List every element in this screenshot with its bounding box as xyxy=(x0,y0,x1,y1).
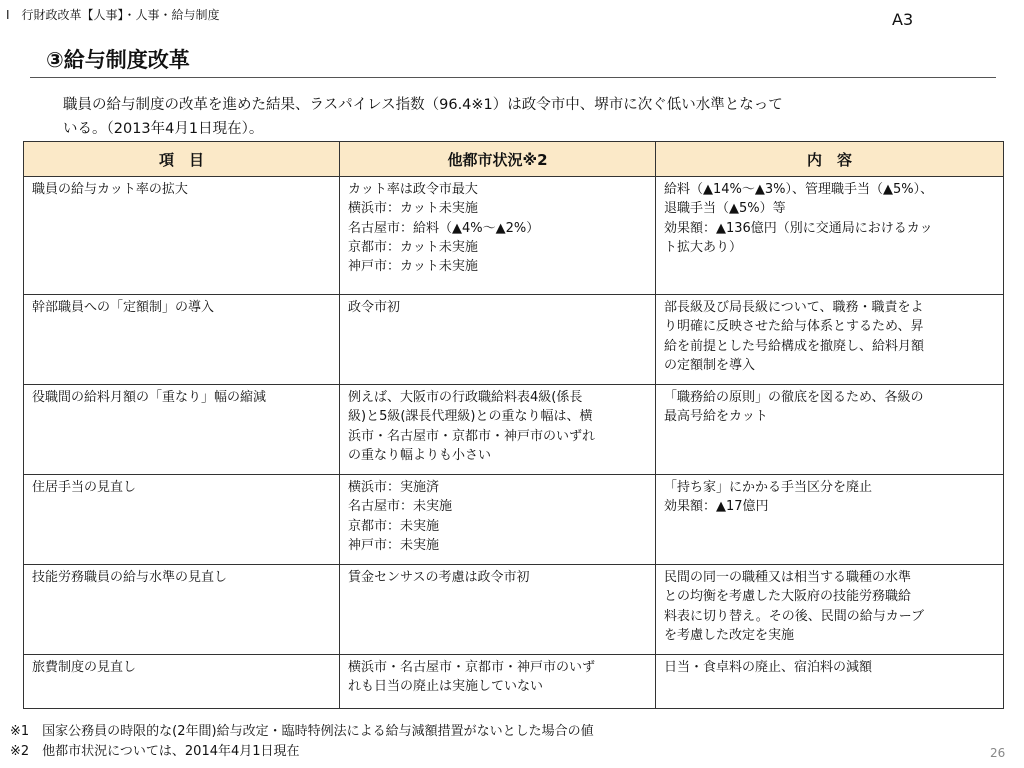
header-other-cities: 他都市状況※2 xyxy=(340,142,656,177)
cell-item xyxy=(24,565,340,655)
table-row xyxy=(24,177,1004,295)
cell-other-cities xyxy=(340,475,656,565)
cell-line: の重なり幅よりも小さい xyxy=(348,447,492,463)
cell-line: 京都市：カット未実施 xyxy=(348,239,478,255)
cell-line: 例えば、大阪市の行政職給料表4級(係長 xyxy=(348,390,583,405)
intro-line: いる。（2013年4月1日現在）。 xyxy=(63,121,264,137)
intro-text xyxy=(63,93,983,141)
cell-line: 浜市・名古屋市・京都市・神戸市のいずれ xyxy=(348,428,596,444)
cell-line: 技能労務職員の給与水準の見直し xyxy=(32,570,228,585)
table-row xyxy=(24,655,1004,709)
cell-other-cities xyxy=(340,295,656,385)
cell-line: 「持ち家」にかかる手当区分を廃止 xyxy=(664,480,873,495)
cell-line: 住居手当の見直し xyxy=(32,480,137,495)
table-row xyxy=(24,475,1004,565)
page-title: ③給与制度改革 xyxy=(46,48,190,72)
cell-line: 職員の給与カット率の拡大 xyxy=(32,182,188,197)
cell-line: 効果額：▲136億円（別に交通局におけるカッ xyxy=(664,220,933,236)
breadcrumb: Ⅰ 行財政改革【人事】・人事・給与制度 xyxy=(6,8,220,22)
cell-content xyxy=(656,385,1004,475)
cell-line: 神戸市：カット未実施 xyxy=(348,259,478,275)
cell-line: を考慮した改定を実施 xyxy=(664,627,795,643)
cell-other-cities xyxy=(340,177,656,295)
cell-item xyxy=(24,177,340,295)
cell-content xyxy=(656,177,1004,295)
cell-line: 旅費制度の見直し xyxy=(32,660,137,675)
table-header-row xyxy=(24,142,1004,177)
cell-line: 役職間の給料月額の「重なり」幅の縮減 xyxy=(32,390,267,405)
cell-item xyxy=(24,475,340,565)
cell-line: ト拡大あり） xyxy=(664,239,743,255)
cell-item xyxy=(24,655,340,709)
cell-line: カット率は政令市最大 xyxy=(348,182,478,197)
title-rule xyxy=(30,77,996,78)
cell-line: 「職務給の原則」の徹底を図るため、各級の xyxy=(664,390,924,405)
cell-other-cities xyxy=(340,565,656,655)
intro-line: 職員の給与制度の改革を進めた結果、ラスパイレス指数（96.4※1）は政令市中、堺市に次ぐ低い水準となって xyxy=(63,97,783,113)
footnote: ※1 国家公務員の時限的な(2年間)給与改定・臨時特例法による給与減額措置がないとした場合の値 xyxy=(10,724,594,739)
page-code: A3 xyxy=(892,10,914,29)
cell-line: 級)と5級(課長代理級)との重なり幅は、横 xyxy=(348,409,593,425)
cell-item xyxy=(24,295,340,385)
cell-line: 神戸市：未実施 xyxy=(348,537,440,553)
cell-line: の定額制を導入 xyxy=(664,357,756,373)
table-row xyxy=(24,385,1004,475)
cell-line: 最高号給をカット xyxy=(664,409,768,425)
cell-line: 名古屋市：未実施 xyxy=(348,499,453,515)
cell-item xyxy=(24,385,340,475)
cell-line: 横浜市・名古屋市・京都市・神戸市のいず xyxy=(348,660,596,675)
cell-line: 幹部職員への「定額制」の導入 xyxy=(32,300,215,315)
page-number: 26 xyxy=(990,746,1006,760)
cell-line: 効果額：▲17億円 xyxy=(664,499,769,515)
footnotes xyxy=(10,722,594,762)
cell-line: 退職手当（▲5%）等 xyxy=(664,201,786,217)
cell-line: 料表に切り替え。その後、民間の給与カーブ xyxy=(664,608,925,624)
cell-line: 給を前提とした号給構成を撤廃し、給料月額 xyxy=(664,338,925,354)
header-content: 内 容 xyxy=(656,142,1004,177)
cell-content xyxy=(656,565,1004,655)
cell-line: との均衡を考慮した大阪府の技能労務職給 xyxy=(664,589,912,605)
cell-line: 日当・食卓料の廃止、宿泊料の減額 xyxy=(664,660,873,675)
cell-content xyxy=(656,655,1004,709)
cell-line: 京都市：未実施 xyxy=(348,518,440,534)
table-row xyxy=(24,565,1004,655)
cell-line: 賃金センサスの考慮は政令市初 xyxy=(348,570,530,585)
cell-line: 給料（▲14%～▲3%）、管理職手当（▲5%）、 xyxy=(664,182,934,197)
cell-content xyxy=(656,295,1004,385)
footnote: ※2 他都市状況については、2014年4月1日現在 xyxy=(10,744,300,759)
salary-reform-table xyxy=(23,141,1004,709)
cell-other-cities xyxy=(340,385,656,475)
cell-line: り明確に反映させた給与体系とするため、昇 xyxy=(664,319,924,335)
cell-line: れも日当の廃止は実施していない xyxy=(348,679,544,695)
header-item: 項 目 xyxy=(24,142,340,177)
cell-line: 民間の同一の職種又は相当する職種の水準 xyxy=(664,570,912,585)
table-row xyxy=(24,295,1004,385)
cell-line: 政令市初 xyxy=(348,300,401,315)
cell-line: 横浜市：実施済 xyxy=(348,480,440,495)
cell-other-cities xyxy=(340,655,656,709)
cell-line: 名古屋市：給料（▲4%～▲2%） xyxy=(348,220,540,236)
cell-line: 横浜市：カット未実施 xyxy=(348,201,478,217)
cell-line: 部長級及び局長級について、職務・職責をよ xyxy=(664,300,924,315)
cell-content xyxy=(656,475,1004,565)
